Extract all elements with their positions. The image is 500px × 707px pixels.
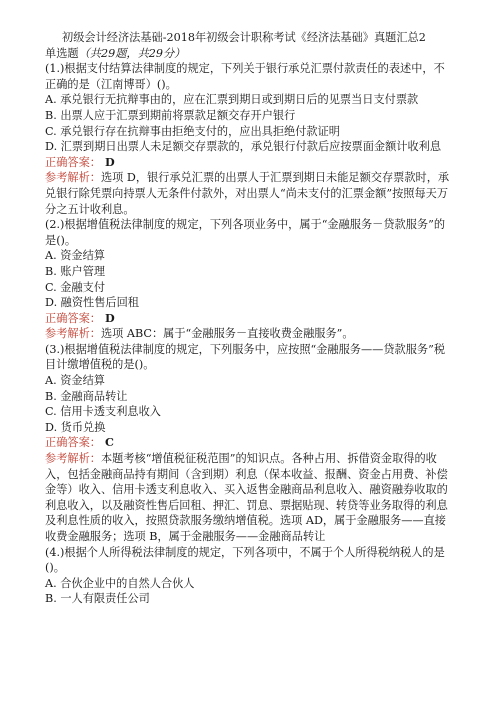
answer-value: D [104, 310, 115, 325]
option-b: B. 一人有限责任公司 [45, 592, 150, 606]
option-a: A. 资金结算 [45, 249, 105, 263]
correct-answer [45, 311, 454, 327]
question-stem: (3.)根据增值税法律制度的规定，下列服务中，应按照“金融服务——贷款服务”税目计缴增值税的是()。 [45, 342, 446, 372]
explanation [45, 326, 454, 342]
explanation [45, 170, 454, 217]
correct-answer [45, 435, 454, 451]
option-c: C. 承兑银行存在抗辩事由拒绝支付的，应出具拒绝付款证明 [45, 124, 340, 138]
explanation-text: 选项 ABC：属于“金融服务－直接收费金融服务”。 [100, 327, 354, 341]
option-a: A. 合伙企业中的自然人合伙人 [45, 576, 195, 590]
option-b: B. 出票人应于汇票到期前将票款足额交存开户银行 [45, 108, 296, 122]
explanation-text: 本题考核“增值税征税范围”的知识点。各种占用、拆借资金取得的收入，包括金融商品持有期间（含到期）利息（保本收益、报酬、资金占用费、补偿金等）收入、信用卡透支利息收入、买入返售金融商品利息收入、融资融券收取的利息收入，以及融资性售后回租、押汇、罚息、票据贴现、转贷等业务取得的利息及利息性质的收入，按照贷款服务缴纳增值税。选项 AD，属于金融服务——直接收费金融服务；选项 B，属于金融服务——金融商品转让 [45, 452, 448, 543]
option-c: C. 信用卡透支利息收入 [45, 405, 161, 419]
option-c: C. 金融支付 [45, 280, 106, 294]
answer-value: C [104, 435, 114, 450]
option-a: A. 资金结算 [45, 374, 105, 388]
question-2 [45, 217, 454, 342]
section-meta: （共29题，共29分） [78, 46, 186, 60]
question-stem: (1.)根据支付结算法律制度的规定，下列关于银行承兑汇票付款责任的表述中，不正确的是（江南博哥）()。 [45, 62, 445, 91]
question-3 [45, 342, 454, 545]
answer-label: 正确答案： [45, 155, 101, 169]
explanation [45, 451, 454, 545]
question-stem: (2.)根据增值税法律制度的规定，下列各项业务中，属于“金融服务－贷款服务”的是()。 [45, 218, 446, 247]
option-d: D. 融资性售后回租 [45, 296, 139, 310]
option-b: B. 账户管理 [45, 264, 106, 278]
question-1 [45, 61, 454, 217]
explanation-text: 选项 D，银行承兑汇票的出票人于汇票到期日未能足额交存票款时，承兑银行除凭票向持票人无条件付款外，对出票人“尚未支付的汇票金额”按照每天万分之五计收利息。 [45, 171, 450, 216]
section-name: 单选题 [45, 46, 79, 60]
option-b: B. 金融商品转让 [45, 389, 128, 403]
explanation-label: 参考解析： [45, 327, 101, 341]
explanation-label: 参考解析： [45, 171, 101, 185]
option-a: A. 承兑银行无抗辩事由的，应在汇票到期日或到期日后的见票当日支付票款 [45, 93, 419, 107]
document-title: 初级会计经济法基础-2018年初级会计职称考试《经济法基础》真题汇总2 [62, 31, 426, 44]
section-heading [45, 46, 454, 62]
question-stem: (4.)根据个人所得税法律制度的规定，下列各项中，不属于个人所得税纳税人的是()。 [45, 545, 445, 575]
correct-answer [45, 155, 454, 171]
question-4 [45, 545, 454, 607]
answer-label: 正确答案： [45, 436, 101, 450]
answer-label: 正确答案： [45, 311, 101, 325]
explanation-label: 参考解析： [45, 452, 101, 466]
option-d: D. 货币兑换 [45, 420, 106, 434]
answer-value: D [104, 154, 115, 169]
option-d: D. 汇票到期日出票人未足额交存票款的，承兑银行付款后应按票面金额计收利息 [45, 140, 442, 154]
